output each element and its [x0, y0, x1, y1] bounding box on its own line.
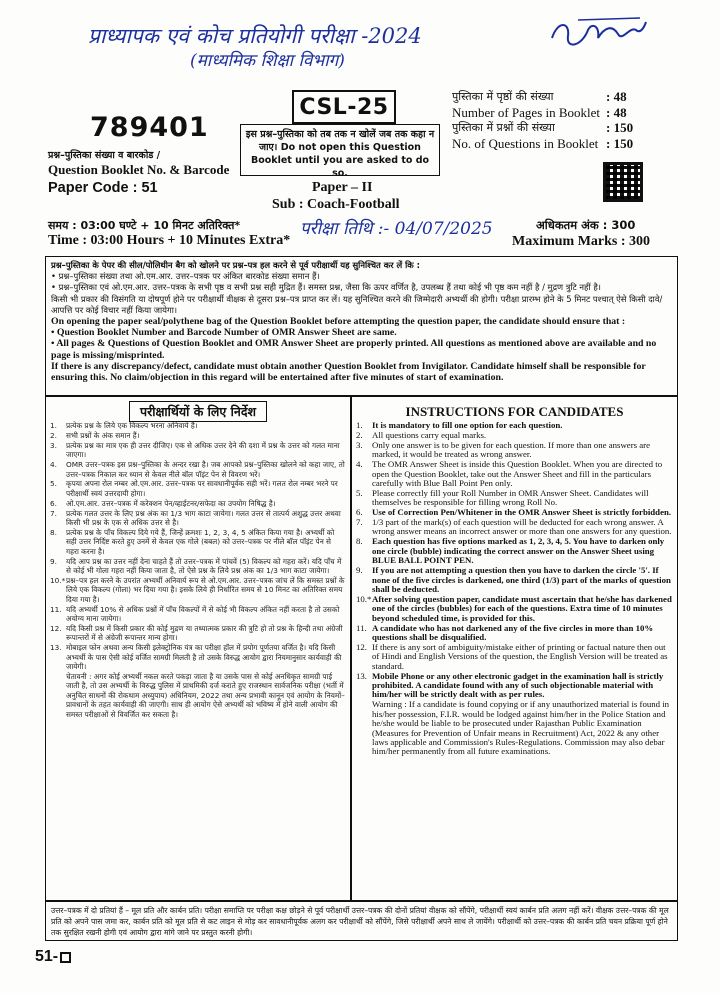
item-number: 12. [356, 641, 367, 652]
english-instructions-list [356, 421, 673, 757]
time-english: Time : 03:00 Hours + 10 Minutes Extra* [48, 233, 291, 248]
item-number: 10.* [356, 593, 372, 604]
item-text: ओ.एम.आर. उत्तर–पत्रक में करेक्शन पेन/व्हाईटनर/सफेदा का उपयोग निषिद्ध है। [66, 498, 276, 508]
booklet-number: 789401 [90, 112, 209, 143]
item-text: यदि आप प्रश्न का उत्तर नहीं देना चाहते हैं तो उत्तर–पत्रक में पांचवें (5) विकल्प को गहरा करें। यदि पाँच में से कोई भी गोला गहरा नहीं किया जाता है, तो ऐसे प्रश्न के लिये प्रश्न अंक का 1/3 भाग काटा जायेगा। [66, 556, 342, 576]
item-number: 4. [356, 459, 363, 470]
time-hindi: समय : 03:00 घण्टे + 10 मिनट अतिरिक्त* [48, 219, 241, 232]
item-text: Each question has five options marked as 1, 2, 3, 4, 5. You have to darken only one circle (bubble) indicating the correct answer on the Answer Sheet using BLUE BALL POINT PEN. [372, 536, 665, 566]
item-number: 9. [356, 565, 363, 576]
item-number: 7. [356, 517, 363, 528]
hindi-instruction-item [50, 479, 346, 498]
item-text: OMR उत्तर–पत्रक इस प्रश्न–पुस्तिका के अन्दर रखा है। जब आपको प्रश्न–पुस्तिका खोलने को कहा जाए, तो उत्तर–पत्रक निकाल कर ध्यान से केवल नीले बॉल पॉइंट पेन से विवरण भरें। [66, 460, 345, 479]
english-instruction-item [356, 441, 673, 460]
item-number: 8. [50, 527, 57, 537]
english-instruction-item [356, 537, 673, 565]
hindi-instructions-title: परीक्षार्थियों के लिए निर्देश [129, 401, 267, 422]
info-label: No. of Questions in Booklet [452, 135, 599, 151]
hindi-instruction-item [50, 431, 346, 440]
info-label: पुस्तिका में पृष्ठों की संख्या [452, 90, 554, 103]
english-instructions-title: INSTRUCTIONS FOR CANDIDATES [405, 404, 624, 419]
handwritten-signature [548, 16, 648, 54]
item-number: 6. [356, 507, 363, 518]
info-label: पुस्तिका में प्रश्नों की संख्या [452, 121, 555, 134]
item-number: 13. [356, 670, 367, 681]
item-text: If there is any sort of ambiguity/mistake either of printing or factual nature then out of Hindi and English Versions of the question, the English Version will be treated as standard. [372, 641, 668, 671]
item-text: प्रत्येक गलत उत्तर के लिए प्रश्न अंक का 1/3 भाग काटा जायेगा। गलत उत्तर से तात्पर्य अशुद्ध उत्तर अथवा किसी भी प्रश्न के एक से अधिक उत्तर से है। [66, 508, 341, 528]
item-text: सभी प्रश्नों के अंक समान हैं। [66, 430, 140, 440]
english-instruction-item [356, 700, 673, 756]
info-label: Number of Pages in Booklet [452, 104, 601, 120]
booklet-info-table [452, 89, 642, 151]
item-text: Warning : If a candidate is found copying or if any unauthorized material is found in his/her possession, F.I.R. would be lodged against him/her in the Police Station and he/she would be liable to be prosecuted under Rajasthan Public Examination (Measures for Prevention of Unfair means in Recruitment) Act, 2022 & any other laws applicable and Commission's Rules-Regulations. Commission may also debar him/her permanently from all future examinations. [372, 699, 670, 757]
item-number: 9. [50, 556, 57, 566]
booklet-label-english: Question Booklet No. & Barcode [48, 162, 230, 177]
item-number: 1. [50, 421, 57, 430]
info-value: : 150 [606, 135, 634, 151]
opening-text-hi-3: • प्रश्न–पुस्तिका एवं ओ.एम.आर. उत्तर–पत्रक के सभी पृष्ठ व सभी प्रश्न सही मुद्रित हैं। समस्त प्रश्न, जैसा कि ऊपर वर्णित है, उपलब्ध हैं तथा कोई भी पृष्ठ कम नहीं है / मुद्रण त्रुटि नहीं है। [51, 282, 601, 293]
item-text: यदि किसी प्रश्न में किसी प्रकार की कोई मुद्रण या तथ्यात्मक प्रकार की त्रुटि हो तो प्रश्न के हिन्दी तथा अंग्रेजी रूपान्तरों में से अंग्रेजी रूपान्तर मान्य होगा। [66, 624, 343, 643]
item-number: 6. [50, 498, 57, 508]
item-text: चेतावनी : अगर कोई अभ्यर्थी नकल करते पकड़ा जाता है या उसके पास से कोई अनधिकृत सामग्री पाई जाती है, तो उस अभ्यर्थी के विरुद्ध पुलिस में प्राथमिकी दर्ज कराते हुए राजस्थान सार्वजनिक परीक्षा (भर्ती में अनुचित साधनों की रोकथाम अध्युपाय) अधिनियम, 2022 तथा अन्य प्रभावी कानून एवं आयोग के नियमों–प्रावधानों के तहत कार्यवाही की जाएगी। साथ ही आयोग ऐसे अभ्यर्थी को भविष्य में होने वाली आयोग की समस्त परीक्षाओं से विवर्जित कर सकता है। [66, 672, 345, 719]
info-value: : 150 [606, 120, 634, 135]
item-text: प्रत्येक प्रश्न के लिये एक विकल्प भरना अनिवार्य है। [66, 421, 198, 430]
opening-instructions [45, 256, 678, 396]
paper-code: Paper Code : 51 [48, 180, 158, 196]
item-number [50, 672, 66, 719]
opening-text-hi-1: प्रश्न–पुस्तिका के पेपर की सील/पोलिथीन बैग को खोलने पर प्रश्न–पत्र हल करने से पूर्व परीक्षार्थी यह सुनिश्चित कर लें कि : [51, 260, 420, 270]
item-text: Mobile Phone or any other electronic gadget in the examination hall is strictly prohibited. A candidate found with any of such objectionable material with him/her will be strictly dealt with as per rules. [372, 670, 664, 700]
info-row-questions-en [452, 136, 642, 152]
subject: Sub : Coach-Football [272, 197, 400, 212]
item-text: मोबाइल फोन अथवा अन्य किसी इलेक्ट्रोनिक यंत्र का परीक्षा हॉल में प्रयोग पूर्णतया वर्जित है। यदि किसी अभ्यर्थी के पास ऐसी कोई वर्जित सामग्री मिलती है तो उसके विरुद्ध आयोग द्वारा नियमानुसार कार्यवाही की जायेगी। [66, 643, 342, 672]
hindi-instructions [45, 396, 351, 901]
item-number: 4. [50, 460, 57, 470]
paper-number: Paper – II [312, 180, 373, 195]
item-text: प्रत्येक प्रश्न का मात्र एक ही उत्तर दीजिए। एक से अधिक उत्तर देने की दशा में प्रश्न के उत्तर को गलत माना जाएगा। [66, 440, 340, 460]
info-value: : 48 [606, 89, 627, 104]
hindi-instruction-item [50, 576, 346, 604]
item-number: 2. [356, 429, 363, 440]
hindi-instruction-item [50, 509, 346, 528]
item-number: 2. [50, 430, 57, 440]
item-text: It is mandatory to fill one option for each question. [372, 420, 563, 430]
english-instruction-item [356, 624, 673, 643]
handwritten-title: प्राध्यापक एवं कोच प्रतियोगी परीक्षा -2024 [88, 24, 422, 48]
info-row-questions-hi [452, 120, 642, 136]
handwritten-subtitle: (माध्यमिक शिक्षा विभाग) [190, 51, 345, 71]
max-marks-english: Maximum Marks : 300 [512, 234, 651, 249]
item-text: कृपया अपना रोल नम्बर ओ.एम.आर. उत्तर–पत्रक पर सावधानीपूर्वक सही भरें। गलत रोल नम्बर भरने पर परीक्षार्थी स्वयं उत्तरदायी होगा। [66, 479, 338, 498]
english-instructions [351, 396, 678, 901]
item-text: If you are not attempting a question then you have to darken the circle '5'. If none of the five circles is darkened, one third (1/3) part of the marks of question shall be deducted. [372, 565, 671, 594]
info-value: : 48 [606, 104, 627, 120]
english-instruction-item [356, 431, 673, 440]
item-number: 7. [50, 508, 57, 518]
answer-sheet-note: उत्तर–पत्रक में दो प्रतियां हैं – मूल प्रति और कार्बन प्रति। परीक्षा समाप्ति पर परीक्षा कक्ष छोड़ने से पूर्व परीक्षार्थी उत्तर–पत्रक की दोनों प्रतियां वीक्षक को सौंपेंगे, परीक्षार्थी स्वयं कार्बन प्रति अलग नहीं करें। वीक्षक उत्तर–पत्रक की मूल प्रति को अपने पास जमा कर, कार्बन प्रति को मूल प्रति से कट लाइन से मोड़ कर सावधानीपूर्वक अलग कर परीक्षार्थी को सौंपेंगे, जिसे परीक्षार्थी अपने साथ ले जायेंगे। परीक्षार्थी को उत्तर–पत्रक की कार्बन प्रति चयन प्रक्रिया पूर्ण होने तक सुरक्षित रखनी होगी एवं आयोग द्वारा मांगे जाने पर प्रस्तुत करनी होगी। [45, 901, 678, 941]
item-text: Use of Correction Pen/Whitener in the OMR Answer Sheet is strictly forbidden. [372, 507, 672, 518]
item-text: All questions carry equal marks. [372, 429, 487, 440]
item-text: A candidate who has not darkened any of the five circles in more than 10% questions shall be disqualified. [372, 622, 654, 642]
item-number: 13. [50, 643, 62, 653]
item-number: 11. [356, 622, 367, 633]
square-icon [60, 952, 71, 963]
item-text: Please correctly fill your Roll Number in OMR Answer Sheet. Candidates will themselves be responsible for filling wrong Roll No. [372, 487, 649, 508]
item-number: 12. [50, 624, 62, 634]
hindi-instruction-item [50, 441, 346, 460]
english-instruction-item [356, 489, 673, 508]
hindi-instruction-item [50, 460, 346, 479]
item-number: 3. [50, 440, 57, 450]
item-text: प्रश्न–पत्र हल करने के उपरांत अभ्यर्थी अनिवार्य रूप से ओ.एम.आर. उत्तर–पत्रक जांच लें कि समस्त प्रश्नों के लिये एक विकल्प (गोला) भर दिया गया है। इसके लिये ही निर्धारित समय से 10 मिनट का अतिरिक्त समय दिया गया है। [66, 576, 345, 604]
item-text: 1/3 part of the mark(s) of each question will be deducted for each wrong answer. A wrong answer means an incorrect answer or more than one answers for any question. [372, 517, 672, 537]
hindi-instructions-list [50, 421, 346, 720]
hindi-instruction-item [50, 605, 346, 624]
max-marks-hindi: अधिकतम अंक : 300 [536, 218, 636, 232]
opening-text-en-3: • All pages & Questions of Question Booklet and OMR Answer Sheet are properly printed. All questions as mentioned above are available and no page is missing/misprinted. [51, 338, 657, 361]
hindi-instruction-item [50, 499, 346, 508]
page-code [35, 948, 71, 966]
hindi-instruction-item [50, 528, 346, 556]
item-text: प्रत्येक प्रश्न के पाँच विकल्प दिये गये हैं, जिन्हें क्रमशः 1, 2, 3, 4, 5 अंकित किया गया है। अभ्यर्थी को सही उत्तर निर्दिष्ट करते हुए उनमें से केवल एक गोले (बबल) को उत्तर–पत्रक पर नीले बॉल पॉइंट पेन से गहरा करना है। [66, 527, 335, 556]
hindi-instruction-item [50, 672, 346, 719]
opening-text-en-1: On opening the paper seal/polythene bag of the Question Booklet before attempting the question paper, the candidate should ensure that : [51, 316, 626, 328]
english-instruction-item [356, 672, 673, 700]
item-number [356, 700, 372, 756]
opening-text-hi-4: किसी भी प्रकार की विसंगति या दोषपूर्ण होने पर परीक्षार्थी वीक्षक से दूसरा प्रश्न–पत्र प्राप्त कर लें। यह सुनिश्चित करने की जिम्मेदारी अभ्यर्थी की होगी। परीक्षा प्रारम्भ होने के 5 मिनट पश्चात् ऐसे किसी दावे/आपत्ति पर कोई विचार नहीं किया जायेगा। [51, 293, 663, 315]
item-number: 8. [356, 536, 363, 547]
english-instruction-item [356, 595, 673, 623]
item-text: After solving question paper, candidate must ascertain that he/she has darkened one of the circles (bubbles) for each of the questions. Extra time of 10 minutes beyond scheduled time, is provided for this. [372, 593, 672, 623]
item-text: यदि अभ्यर्थी 10% से अधिक प्रश्नों में पाँच विकल्पों में से कोई भी विकल्प अंकित नहीं करता है तो उसको अयोग्य माना जायेगा। [66, 604, 340, 624]
english-instruction-item [356, 566, 673, 594]
series-code: CSL-25 [292, 90, 396, 124]
item-number: 5. [50, 479, 57, 489]
hindi-instruction-item [50, 557, 346, 576]
item-number: 3. [356, 439, 363, 450]
info-row-pages-en [452, 105, 642, 121]
booklet-label-hindi: प्रश्न–पुस्तिका संख्या व बारकोड / [48, 150, 161, 161]
page-code-label: 51- [35, 948, 59, 965]
handwritten-exam-date: परीक्षा तिथि :- 04/07/2025 [300, 219, 493, 239]
qr-code-icon [603, 162, 643, 202]
item-text: The OMR Answer Sheet is inside this Question Booklet. When you are directed to open the Question Booklet, take out the Answer Sheet and fill in the particulars carefully with Blue Ball Point Pen only. [372, 459, 663, 488]
do-not-open-warning: इस प्रश्न–पुस्तिका को तब तक न खोलें जब तक कहा न जाए। Do not open this Question Booklet until you are asked to do so. [240, 124, 440, 176]
opening-text-hi-2: • प्रश्न–पुस्तिका संख्या तथा ओ.एम.आर. उत्तर–पत्रक पर अंकित बारकोड संख्या समान हैं। [51, 271, 320, 282]
info-row-pages-hi [452, 89, 642, 105]
hindi-instruction-item [50, 643, 346, 671]
item-number: 10.* [50, 576, 66, 585]
item-number: 5. [356, 487, 363, 498]
hindi-instruction-item [50, 624, 346, 643]
english-instruction-item [356, 460, 673, 488]
english-instruction-item [356, 518, 673, 537]
english-instruction-item [356, 421, 673, 430]
item-number: 1. [356, 420, 363, 430]
opening-text-en-2: • Question Booklet Number and Barcode Number of OMR Answer Sheet are same. [51, 327, 397, 339]
opening-text-en-4: If there is any discrepancy/defect, candidate must obtain another Question Booklet from Invigilator. Candidate himself shall be responsible for ensuring this. No claim/objection in this regard will be entertained after five minutes of start of examination. [51, 360, 646, 384]
item-text: Only one answer is to be given for each question. If more than one answers are marked, it would be treated as wrong answer. [372, 439, 650, 460]
english-instruction-item [356, 643, 673, 671]
hindi-instruction-item [50, 421, 346, 430]
item-number: 11. [50, 604, 62, 614]
